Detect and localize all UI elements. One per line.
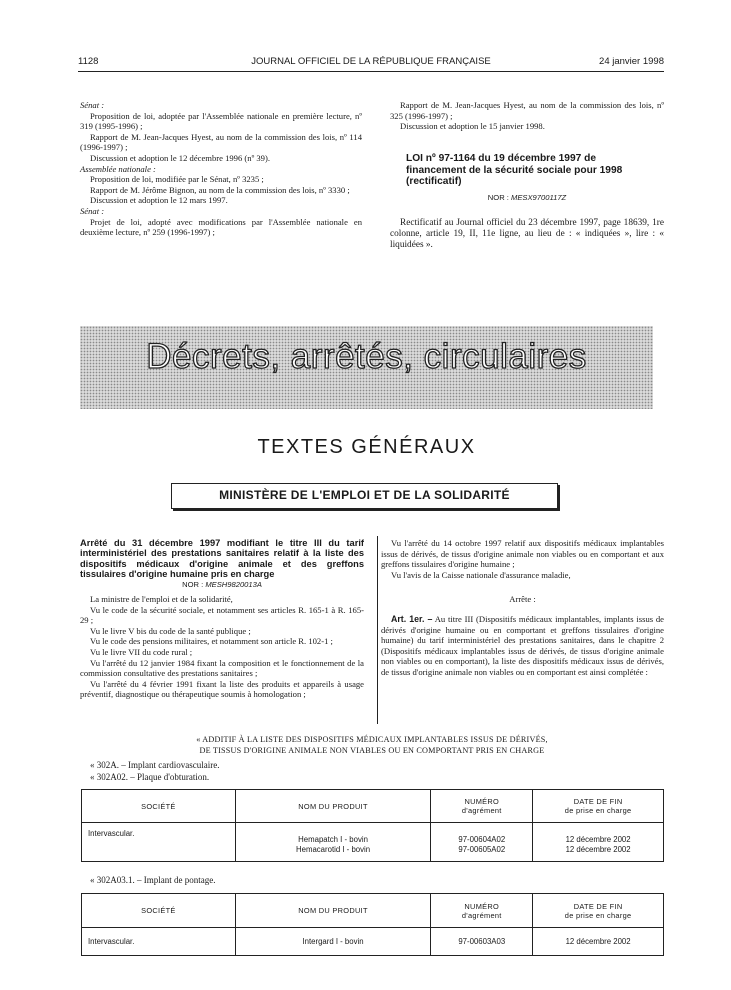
table-row: [82, 928, 664, 956]
header-societe: SOCIÉTÉ: [82, 894, 236, 928]
header-produit: NOM DU PRODUIT: [235, 894, 431, 928]
arrete-title: Arrêté du 31 décembre 1997 modifiant le titre III du tarif interministériel des prestations sanitaires relatif à la liste des dispositifs médicaux d'origine animale et des greffons tissulaires d'origine humaine pris en charge: [80, 538, 364, 580]
table-row: [82, 823, 664, 862]
right-top-column: [390, 100, 664, 132]
header-numero: NUMÉRO d'agrément: [431, 790, 533, 823]
code-302a03-1: « 302A03.1. – Implant de pontage.: [90, 875, 216, 885]
table-header-row: [82, 790, 664, 823]
additif-heading: [80, 735, 664, 756]
nor-label: NOR :: [182, 580, 204, 589]
table-header-row: [82, 894, 664, 928]
arrete-left-column: [80, 594, 364, 700]
chamber-label: Sénat :: [80, 205, 105, 216]
procedure-line: Proposition de loi, modifiée par le Sénat, nº 3235 ;: [90, 174, 264, 185]
cell-produit: Hemapatch I - bovin Hemacarotid I - bovin: [235, 823, 431, 862]
nor-code: MESX9700117Z: [511, 193, 567, 202]
visa-paragraph: Vu l'arrêté du 14 octobre 1997 relatif aux dispositifs médicaux implantables issus de dérivés, de tissus d'origine animale non viables ou en comportant et aux greffons tissulaires d'origine humaine ;: [381, 538, 664, 570]
code-302a02: « 302A02. – Plaque d'obturation.: [90, 772, 210, 782]
banner-title: Décrets, arrêtés, circulaires: [146, 337, 587, 376]
procedure-line: Rapport de M. Jean-Jacques Hyest, au nom de la commission des lois, nº 325 (1996-1997) ;: [390, 100, 664, 121]
cell-societe: Intervascular.: [82, 928, 236, 956]
cell-produit: Intergard I - bovin: [235, 928, 431, 956]
arrete-right-column: [381, 538, 664, 678]
header-date: DATE DE FIN de prise en charge: [533, 894, 664, 928]
procedure-line: Discussion et adoption le 12 mars 1997.: [90, 195, 228, 206]
cell-societe: Intervascular.: [82, 823, 236, 862]
code-302a: « 302A. – Implant cardiovasculaire.: [90, 760, 220, 770]
rectificatif-text: Rectificatif au Journal officiel du 23 décembre 1997, page 18639, 1re colonne, article 19, II, 11e ligne, au lieu de : « indiquées », lire : « liquidées ».: [390, 218, 664, 251]
cell-date: 12 décembre 2002 12 décembre 2002: [533, 823, 664, 862]
header-numero: NUMÉRO d'agrément: [431, 894, 533, 928]
product-table-1: [81, 789, 664, 862]
nor-code: MESH9820013A: [205, 580, 262, 589]
chamber-label: Sénat :: [80, 100, 105, 110]
cell-numero: 97-00603A03: [431, 928, 533, 956]
arrete-word: Arrête :: [509, 594, 536, 605]
article-1: [381, 614, 664, 678]
issue-date: 24 janvier 1998: [599, 56, 664, 67]
procedure-line: Rapport de M. Jean-Jacques Hyest, au nom de la commission des lois, nº 114 (1996-1997) ;: [80, 131, 362, 153]
nor-label: NOR :: [487, 193, 509, 202]
cell-numero: 97-00604A02 97-00605A02: [431, 823, 533, 862]
visa-paragraph: Vu le code de la sécurité sociale, et notamment ses articles R. 165-1 à R. 165-29 ;: [80, 604, 364, 626]
visa-paragraph: Vu l'arrêté du 12 janvier 1984 fixant la composition et le fonctionnement de la commission consultative des prestations sanitaires ;: [80, 657, 364, 679]
header-rule: [78, 71, 664, 72]
section-title: TEXTES GÉNÉRAUX: [257, 436, 476, 458]
procedure-line: Projet de loi, adopté avec modifications par l'Assemblée nationale en deuxième lecture, nº 259 (1996-1997) ;: [80, 216, 362, 238]
procedure-line: Proposition de loi, adoptée par l'Assemblée nationale en première lecture, nº 319 (1995-1996) ;: [80, 110, 362, 132]
visa-paragraph: Vu le livre VII du code rural ;: [90, 646, 193, 657]
article-text: Au titre III (Dispositifs médicaux implantables, implants issus de dérivés d'origine humaine ou en comportant et greffons tissulaires d'origine humaine) du tarif interministériel des prestations sanitaires, dans le chapitre 2 (Dispositifs médicaux implantables issus de dérivés, de tissus d'origine animale non viables ou en comportant), la liste des dispositifs médicaux issus de dérivés, de tissus d'origine animale non viables ou en comportant est ainsi complétée :: [381, 613, 664, 677]
procedure-line: Discussion et adoption le 15 janvier 1998.: [400, 121, 545, 132]
procedure-line: Rapport de M. Jérôme Bignon, au nom de la commission des lois, nº 3330 ;: [90, 184, 350, 195]
arrete-nor: [80, 580, 364, 589]
header-date: DATE DE FIN de prise en charge: [533, 790, 664, 823]
page-number: 1128: [78, 56, 99, 67]
ministry-title: MINISTÈRE DE L'EMPLOI ET DE LA SOLIDARITÉ: [219, 488, 510, 502]
column-divider: [377, 536, 378, 724]
loi-nor: [390, 193, 664, 202]
chamber-label: Assemblée nationale :: [80, 163, 156, 174]
loi-title: LOI nº 97-1164 du 19 décembre 1997 de financement de la sécurité sociale pour 1998 (rectificatif): [406, 153, 623, 187]
visa-paragraph: Vu le code des pensions militaires, et notamment son article R. 102-1 ;: [90, 636, 333, 647]
visa-paragraph: Vu le livre V bis du code de la santé publique ;: [90, 625, 251, 636]
visa-paragraph: Vu l'avis de la Caisse nationale d'assurance maladie,: [391, 569, 571, 580]
header-societe: SOCIÉTÉ: [82, 790, 236, 823]
article-label: Art. 1er. –: [391, 613, 433, 624]
procedure-line: Discussion et adoption le 12 décembre 1996 (nº 39).: [90, 152, 270, 163]
additif-line-1: « ADDITIF À LA LISTE DES DISPOSITIFS MÉDICAUX IMPLANTABLES ISSUS DE DÉRIVÉS,: [196, 735, 548, 744]
cell-date: 12 décembre 2002: [533, 928, 664, 956]
header-produit: NOM DU PRODUIT: [235, 790, 431, 823]
visa-paragraph: Vu l'arrêté du 4 février 1991 fixant la liste des produits et appareils à usage préventif, diagnostique ou thérapeutique soumis à homologation ;: [80, 678, 364, 700]
visa-paragraph: La ministre de l'emploi et de la solidarité,: [90, 594, 233, 604]
additif-line-2: DE TISSUS D'ORIGINE ANIMALE NON VIABLES OU EN COMPORTANT PRIS EN CHARGE: [199, 745, 545, 755]
product-table-2: [81, 893, 664, 956]
journal-title: JOURNAL OFFICIEL DE LA RÉPUBLIQUE FRANÇAISE: [251, 56, 491, 67]
left-top-column: [80, 100, 362, 238]
